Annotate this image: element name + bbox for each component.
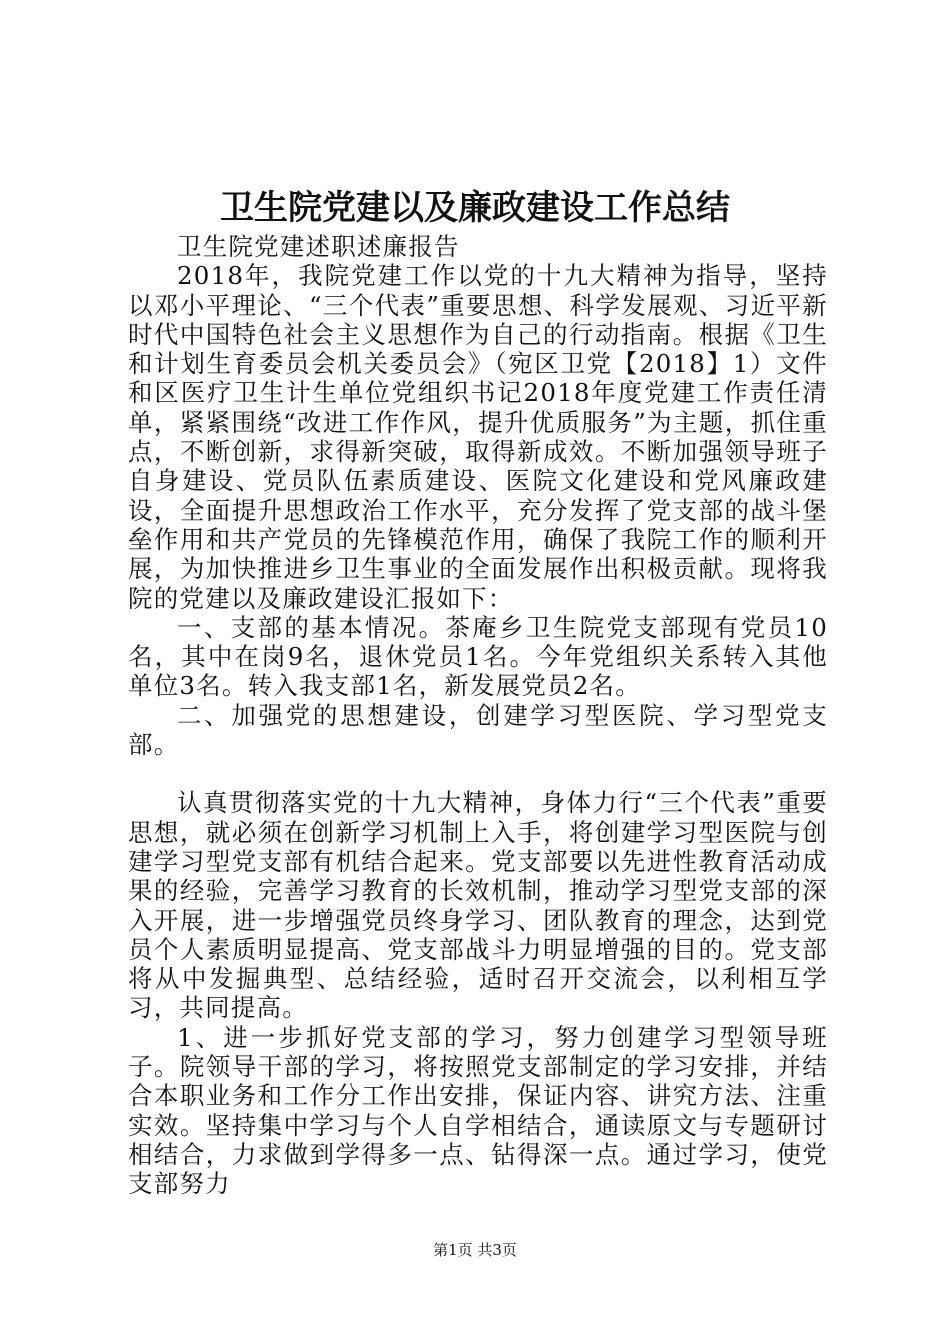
page-number-footer: 第1页 共3页 [433, 1241, 517, 1259]
document-body [128, 232, 828, 1199]
intro-paragraph: 2018年，我院党建工作以党的十九大精神为指导，坚持以邓小平理论、“三个代表”重要思想、科学发展观、习近平新时代中国特色社会主义思想作为自己的行动指南。根据《卫生和计划生育委员会机关委员会》（宛区卫党【2018】1）文件和区医疗卫生计生单位党组织书记2018年度党建工作责任清单，紧紧围绕“改进工作作风，提升优质服务”为主题，抓住重点，不断创新，求得新突破，取得新成效。不断加强领导班子自身建设、党员队伍素质建设、医院文化建设和党风廉政建设，全面提升思想政治工作水平，充分发挥了党支部的战斗堡垒作用和共产党员的先锋模范作用，确保了我院工作的顺利开展，为加快推进乡卫生事业的全面发展作出积极贡献。现将我院的党建以及廉政建设汇报如下： [128, 261, 828, 613]
section-two-heading: 二、加强党的思想建设，创建学习型医院、学习型党支部。 [128, 700, 828, 760]
subtitle-paragraph: 卫生院党建述职述廉报告 [177, 232, 460, 261]
section-two-paragraph: 认真贯彻落实党的十九大精神，身体力行“三个代表”重要思想，就必须在创新学习机制上入手，将创建学习型医院与创建学习型党支部有机结合起来。党支部要以先进性教育活动成果的经验，完善学习教育的长效机制，推动学习型党支部的深入开展，进一步增强党员终身学习、团队教育的理念，达到党员个人素质明显提高、党支部战斗力明显增强的目的。党支部将从中发掘典型、总结经验，适时召开交流会，以利相互学习，共同提高。 [128, 788, 828, 1023]
document-title: 卫生院党建以及廉政建设工作总结 [220, 188, 730, 228]
section-one-paragraph: 一、支部的基本情况。茶庵乡卫生院党支部现有党员10名，其中在岗9名，退休党员1名。今年党组织关系转入其他单位3名。转入我支部1名，新发展党员2名。 [128, 612, 828, 701]
item-one-paragraph: 1、进一步抓好党支部的学习，努力创建学习型领导班子。院领导干部的学习，将按照党支部制定的学习安排，并结合本职业务和工作分工作出安排，保证内容、讲究方法、注重实效。坚持集中学习与个人自学相结合，通读原文与专题研讨相结合，力求做到学得多一点、钻得深一点。通过学习，使党支部努力 [128, 1022, 828, 1199]
